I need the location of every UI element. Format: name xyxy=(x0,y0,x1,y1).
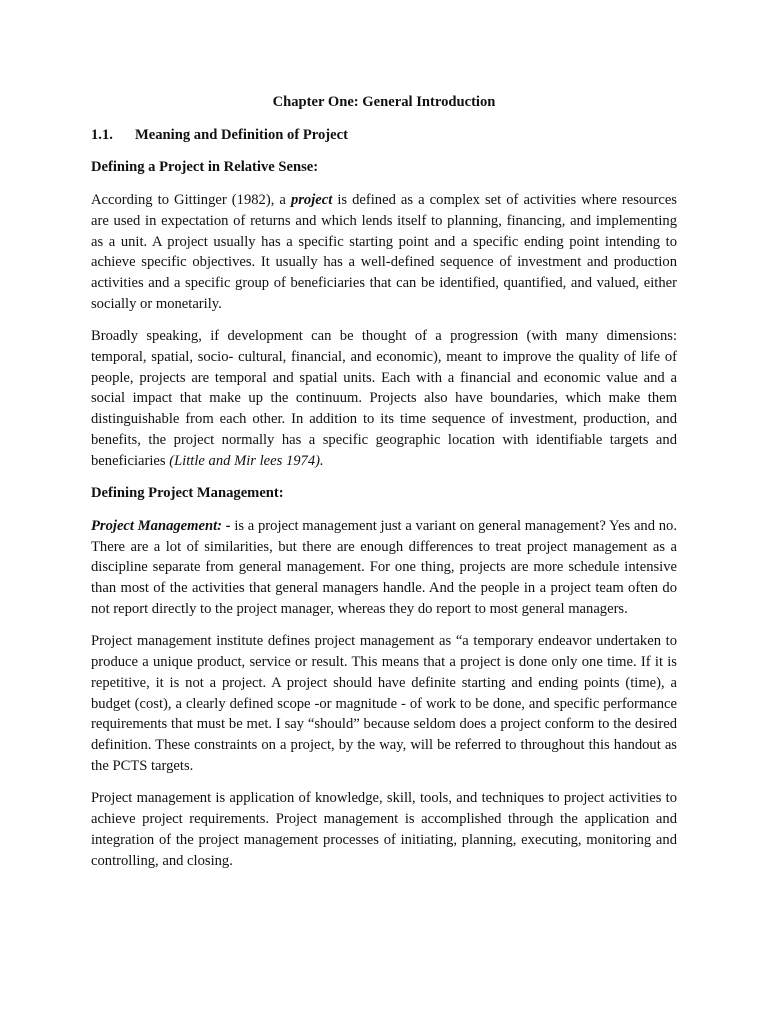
document-body xyxy=(91,92,677,883)
section-number: 1.1. xyxy=(91,126,113,143)
section-title: Meaning and Definition of Project xyxy=(135,126,348,143)
section-heading xyxy=(91,125,677,146)
project-management-lead: Project Management: - xyxy=(91,517,231,534)
project-emphasis: project xyxy=(290,192,333,209)
citation-little-mirlees: (Little and Mir lees 1974). xyxy=(169,452,324,469)
heading-project-management: Defining Project Management: xyxy=(91,485,284,502)
chapter-title: Chapter One: General Introduction xyxy=(272,94,496,110)
paragraph-3-body: is a project management just a variant on general management? Yes and no. There are a lot of similarities, but there are enough differences to treat project management as a discipline separate from general management. For one thing, projects are more schedule intensive than most of the activities that general managers handle. And the people in a project team often do not report directly to the project manager, whereas they do report to most general managers. xyxy=(91,517,677,617)
paragraph-project-management-variant xyxy=(91,516,677,620)
paragraph-development-progression xyxy=(91,326,677,471)
paragraph-1-body: is defined as a complex set of activities where resources are used in expectation of returns and which lends itself to planning, financing, and implementing as a unit. A project usually has a specific starting point and a specific ending point intending to achieve specific objectives. It usually has a well-defined sequence of investment and production activities and a specific group of beneficiaries that can be identified, quantified, and valued, either socially or monetarily. xyxy=(91,192,677,312)
paragraph-1-intro: According to Gittinger (1982), a xyxy=(91,192,291,209)
paragraph-pmi-definition: Project management institute defines project management as “a temporary endeavor undertaken to produce a unique product, service or result. This means that a project is done only one time. If it is repetitive, it is not a project. A project should have definite starting and ending points (time), a budget (cost), a clearly defined scope -or magnitude - of work to be done, and specific performance requirements that must be met. I say “should” because seldom does a project conform to the desired definition. These constraints on a project, by the way, will be referred to throughout this handout as the PCTS targets. xyxy=(91,633,677,774)
heading-project-relative-sense: Defining a Project in Relative Sense: xyxy=(91,159,319,176)
paragraph-pm-application: Project management is application of knowledge, skill, tools, and techniques to project activities to achieve project requirements. Project management is accomplished through the application and integration of the project management processes of initiating, planning, executing, monitoring and controlling, and closing. xyxy=(91,790,677,869)
paragraph-gittinger-definition xyxy=(91,190,677,314)
paragraph-2-body: Broadly speaking, if development can be thought of a progression (with many dimensions: temporal, spatial, socio- cultural, financial, and economic), meant to improve the quality of life of people, projects are temporal and spatial units. Each with a financial and economic value and a social impact that make up the continuum. Projects also have boundaries, which make them distinguishable from each other. In addition to its time sequence of investment, production, and benefits, the project normally has a specific geographic location with identifiable targets and beneficiaries xyxy=(91,328,677,469)
